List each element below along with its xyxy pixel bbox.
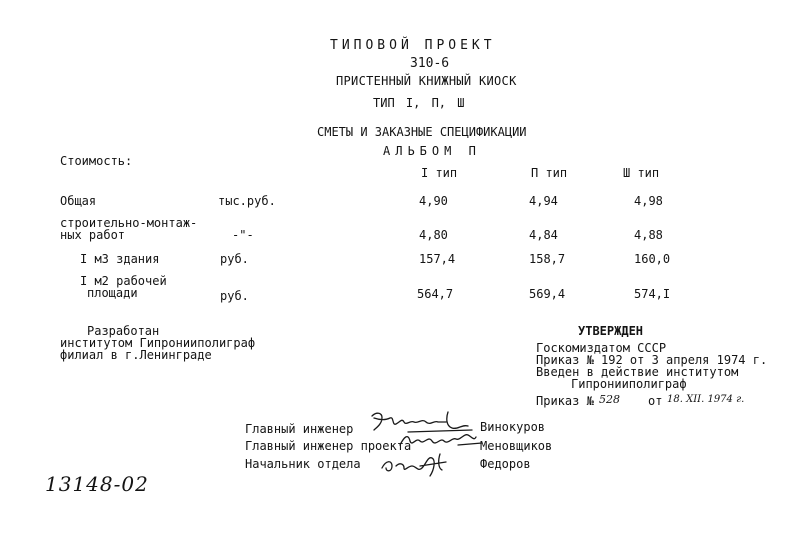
signatory-name: Федоров <box>480 457 531 471</box>
column-header-type-1: I тип <box>421 166 458 180</box>
approval-introduced: Введен в действие институтом <box>536 365 739 379</box>
row-unit: тыс.руб. <box>218 194 276 208</box>
section-title: СМЕТЫ И ЗАКАЗНЫЕ СПЕЦИФИКАЦИИ <box>317 125 527 139</box>
approval-order: Приказ № 192 от 3 апреля 1974 г. <box>536 353 768 367</box>
order-number: 528 <box>599 393 620 406</box>
developer-branch: филиал в г.Ленинграде <box>60 348 212 362</box>
order-date: 18. XII. 1974 г. <box>667 394 745 405</box>
row-value-type-2: 158,7 <box>529 252 566 266</box>
approval-institute: Гипронииполиграф <box>571 377 687 391</box>
row-value-type-3: 4,88 <box>634 228 663 242</box>
cost-caption: Стоимость: <box>60 154 133 168</box>
row-value-type-2: 4,94 <box>529 194 558 208</box>
row-label: строительно-монтаж- <box>60 216 198 230</box>
row-value-type-3: 160,0 <box>634 252 671 266</box>
project-name: ПРИСТЕННЫЙ КНИЖНЫЙ КИОСК <box>336 74 517 88</box>
row-label: I м2 рабочей <box>80 274 167 288</box>
signatory-role: Главный инженер <box>245 422 354 436</box>
row-value-type-1: 4,80 <box>419 228 448 242</box>
signature-chief-project-engineer <box>398 427 484 451</box>
row-unit: руб. <box>220 252 249 266</box>
row-value-type-3: 4,98 <box>634 194 663 208</box>
row-value-type-1: 564,7 <box>417 287 454 301</box>
album-title: АЛЬБОМ П <box>383 144 481 158</box>
project-title: ТИПОВОЙ ПРОЕКТ <box>330 38 496 53</box>
row-unit: -"- <box>232 228 254 242</box>
signatory-name: Винокуров <box>480 420 546 434</box>
signatory-role: Начальник отдела <box>245 457 361 471</box>
signatory-name: Меновщиков <box>480 439 553 453</box>
developer-institute: институтом Гипронииполиграф <box>60 336 256 350</box>
row-label-continued: площади <box>87 286 138 300</box>
order-label: Приказ № <box>536 394 594 408</box>
row-value-type-2: 4,84 <box>529 228 558 242</box>
signatory-role: Главный инженер проекта <box>245 439 412 453</box>
row-value-type-1: 4,90 <box>419 194 448 208</box>
row-value-type-1: 157,4 <box>419 252 456 266</box>
developer-label: Разработан <box>87 324 160 338</box>
row-unit: руб. <box>220 289 249 303</box>
row-label: Общая <box>60 194 97 208</box>
signature-department-head <box>378 450 452 482</box>
row-value-type-3: 574,I <box>634 287 671 301</box>
project-code: 310-6 <box>410 56 450 71</box>
row-label: I м3 здания <box>80 252 160 266</box>
row-label-continued: ных работ <box>60 228 126 242</box>
order-from-label: от <box>648 394 663 408</box>
column-header-type-2: П тип <box>531 166 568 180</box>
row-value-type-2: 569,4 <box>529 287 566 301</box>
approval-heading: УТВЕРЖДЕН <box>578 324 644 338</box>
archive-number: 13148-02 <box>45 472 149 496</box>
column-header-type-3: Ш тип <box>623 166 660 180</box>
project-types: ТИП I, П, Ш <box>373 96 465 110</box>
approval-authority: Госкомиздатом СССР <box>536 341 667 355</box>
